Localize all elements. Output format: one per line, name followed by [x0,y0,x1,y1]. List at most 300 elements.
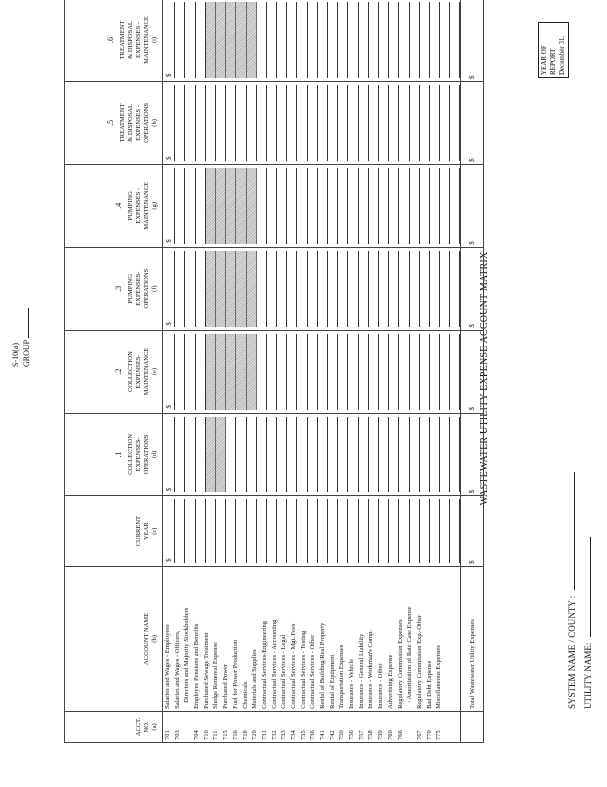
entry-line[interactable] [348,251,358,327]
account-number: 731 [260,730,268,740]
account-number: 715 [222,730,230,740]
column-letter: (a) [151,723,158,731]
account-number: 703 [173,730,181,740]
entry-line[interactable] [450,334,460,410]
entry-line[interactable] [430,499,440,562]
column-header [65,164,163,247]
dollar-sign: $ [165,487,173,492]
account-number [182,714,192,740]
entry-line[interactable] [410,417,420,493]
column-header [65,330,163,413]
entry-line[interactable] [328,251,338,327]
entry-line[interactable] [236,417,246,493]
shaded-entry-line [216,334,226,410]
entry-line[interactable] [440,168,450,244]
entry-line[interactable] [175,168,185,244]
entry-line[interactable] [308,499,318,562]
entry-line[interactable] [257,251,267,327]
entry-line[interactable] [379,334,389,410]
account-name: Contractual Services - Other [309,634,317,709]
entry-line[interactable] [338,417,348,493]
utility-name-line [583,537,593,709]
entry-line[interactable] [236,499,246,562]
shaded-entry-line [216,2,226,78]
entry-line[interactable] [267,85,277,161]
entry-line[interactable] [267,168,277,244]
entry-line[interactable] [410,251,420,327]
entry-line[interactable] [267,499,277,562]
group-field[interactable] [28,308,29,338]
entry-line[interactable] [450,85,460,161]
entry-line[interactable] [287,85,297,161]
entry-line[interactable] [389,2,399,78]
entry-line[interactable] [430,417,440,493]
entry-line[interactable] [318,334,328,410]
entry-line[interactable] [287,334,297,410]
page-id: S-10(a) [11,343,20,367]
dollar-sign: $ [468,75,477,79]
entry-line[interactable] [379,251,389,327]
dollar-sign: $ [468,158,477,162]
entry-line[interactable] [379,417,389,493]
total-label: Total Wastewater Utility Expenses [461,566,484,711]
entry-line[interactable] [369,499,379,562]
entry-line[interactable] [196,85,206,161]
entry-line[interactable] [175,417,185,493]
account-number: 759 [377,730,385,740]
entry-line[interactable] [420,85,430,161]
utility-name-field[interactable] [590,537,591,637]
entry-line[interactable] [338,168,348,244]
dollar-sign: $ [165,322,173,326]
column-header [65,81,163,164]
column-number: .4 [114,202,123,209]
entry-line[interactable] [196,2,206,78]
entry-line[interactable] [338,251,348,327]
entry-line[interactable] [450,2,460,78]
account-number: 716 [231,730,239,740]
column-header-line: EXPENSES- [135,354,142,389]
entry-line[interactable] [420,417,430,493]
entry-line[interactable] [440,417,450,493]
entry-line[interactable] [196,251,206,327]
shaded-entry-line [206,251,216,327]
dollar-sign: $ [468,489,477,494]
entry-line[interactable] [257,2,267,78]
total-entry[interactable] [461,496,484,566]
dollar-sign: $ [468,407,477,411]
entry-line[interactable] [165,2,175,78]
entry-line[interactable] [450,499,460,562]
entry-line[interactable] [216,499,226,562]
column-number: .5 [106,119,115,126]
column-header-line: PUMPING [127,191,134,221]
column-header-line: MAINTENANCE [143,181,150,230]
shaded-entry-line [226,168,236,244]
system-name-line [567,472,577,709]
account-name: Miscellaneous Expenses [435,645,443,709]
entry-line[interactable] [277,334,287,410]
entry-line[interactable] [247,417,257,493]
entry-line[interactable] [338,334,348,410]
entry-line[interactable] [359,417,369,493]
entry-line[interactable] [430,2,440,78]
entry-line[interactable] [196,334,206,410]
entry-line[interactable] [297,499,307,562]
shaded-entry-line [247,334,257,410]
column-header-line: COLLECTION [127,351,134,392]
group-label: GROUP [22,340,31,367]
entry-line[interactable] [420,251,430,327]
account-number [405,714,415,740]
entry-column [163,164,461,247]
entry-line[interactable] [308,334,318,410]
account-name: Contractual Services - Accounting [270,619,278,709]
entry-line[interactable] [359,251,369,327]
entry-line[interactable] [440,499,450,562]
entry-line[interactable] [430,334,440,410]
entry-line[interactable] [410,334,420,410]
entry-line[interactable] [165,168,175,244]
account-name: - Amortization of Rate Case Expense [406,606,414,703]
account-number: 767 [415,730,423,740]
column-letter: (g) [151,202,158,210]
entry-line[interactable] [308,417,318,493]
year-of-report-date: December 31, [558,35,566,75]
entry-line[interactable] [175,251,185,327]
entry-column [163,413,461,496]
entry-line[interactable] [206,85,216,161]
entry-line[interactable] [369,2,379,78]
entry-line[interactable] [348,417,358,493]
entry-line[interactable] [267,251,277,327]
account-number-column [163,711,461,742]
shaded-entry-line [247,2,257,78]
account-number: 758 [367,730,375,740]
entry-line[interactable] [379,2,389,78]
entry-line[interactable] [297,417,307,493]
account-number: 750 [338,730,346,740]
total-entry[interactable] [461,81,484,164]
shaded-entry-line [247,251,257,327]
entry-line[interactable] [440,2,450,78]
entry-line[interactable] [287,499,297,562]
entry-line[interactable] [165,417,175,493]
entry-line[interactable] [196,499,206,562]
shaded-entry-line [236,168,246,244]
entry-line[interactable] [297,251,307,327]
entry-line[interactable] [175,2,185,78]
entry-line[interactable] [165,499,175,562]
column-header-line: MAINTENANCE [143,16,150,64]
account-name: Salaries and Wages - Employees [164,624,171,709]
entry-line[interactable] [328,334,338,410]
dollar-sign: $ [468,560,477,564]
entry-line[interactable] [328,417,338,493]
entry-line[interactable] [338,499,348,562]
entry-line[interactable] [359,168,369,244]
account-name: Rental of Building/Real Property [319,622,326,709]
entry-line[interactable] [257,499,267,562]
entry-line[interactable] [308,85,318,161]
entry-line[interactable] [247,85,257,161]
entry-line[interactable] [430,168,440,244]
column-header-line: CURRENT [135,515,142,547]
entry-line[interactable] [165,251,175,327]
entry-line[interactable] [185,85,195,161]
entry-line[interactable] [389,251,399,327]
entry-line[interactable] [277,251,287,327]
entry-line[interactable] [165,85,175,161]
shaded-entry-line [216,251,226,327]
entry-line[interactable] [277,168,287,244]
account-number: 757 [357,730,365,740]
account-name: Chemicals [241,681,249,709]
total-entry[interactable] [461,413,484,496]
column-header-line: OPERATIONS [143,268,150,309]
entry-line[interactable] [185,334,195,410]
column-header-line: TREATMENT [119,103,126,143]
entry-line[interactable] [185,168,195,244]
entry-line[interactable] [399,499,409,562]
entry-line[interactable] [379,85,389,161]
entry-line[interactable] [379,168,389,244]
entry-column [163,247,461,330]
entry-line[interactable] [216,85,226,161]
entry-line[interactable] [369,251,379,327]
entry-line[interactable] [236,85,246,161]
dollar-sign: $ [468,241,477,245]
entry-line[interactable] [196,168,206,244]
entry-line[interactable] [440,251,450,327]
entry-line[interactable] [328,85,338,161]
entry-line[interactable] [430,85,440,161]
entry-line[interactable] [287,2,297,78]
total-entry[interactable] [461,0,484,81]
entry-line[interactable] [369,417,379,493]
entry-line[interactable] [257,334,267,410]
entry-line[interactable] [287,417,297,493]
account-name: Advertising Expense [386,654,394,709]
column-header-line: PUMPING [127,274,134,304]
entry-line[interactable] [318,417,328,493]
dollar-sign: $ [468,324,477,328]
account-number: 733 [280,730,288,740]
column-header [65,413,163,496]
account-number: 732 [270,730,278,740]
expense-matrix-table [64,0,484,743]
account-name: Contractual Services - Legal [280,634,288,709]
entry-line[interactable] [267,417,277,493]
entry-line[interactable] [399,85,409,161]
entry-line[interactable] [399,417,409,493]
column-header-line: EXPENSES - [135,187,142,224]
entry-line[interactable] [369,85,379,161]
account-number: 710 [202,730,210,740]
column-number: .6 [106,36,115,43]
entry-column [163,81,461,164]
entry-line[interactable] [420,168,430,244]
entry-line[interactable] [297,334,307,410]
entry-line[interactable] [297,85,307,161]
entry-line[interactable] [267,334,277,410]
column-header-line: EXPENSES - [135,104,142,141]
total-entry[interactable] [461,330,484,413]
entry-line[interactable] [389,499,399,562]
entry-line[interactable] [165,334,175,410]
shaded-entry-line [216,168,226,244]
total-acct-cell [461,711,484,742]
account-number: 766 [396,730,404,740]
entry-line[interactable] [257,417,267,493]
entry-line[interactable] [348,85,358,161]
column-letter: (f) [151,285,158,292]
entry-line[interactable] [257,168,267,244]
entry-line[interactable] [175,499,185,562]
entry-line[interactable] [450,417,460,493]
account-name: Contractual Services - Mgt. Fees [289,623,297,709]
entry-line[interactable] [226,417,236,493]
entry-line[interactable] [399,334,409,410]
entry-line[interactable] [450,168,460,244]
account-name: Directors and Majority Stockholders [183,607,191,703]
entry-line[interactable] [297,168,307,244]
shaded-entry-line [216,417,226,493]
entry-line[interactable] [257,85,267,161]
column-header-line: TREATMENT [119,20,126,60]
entry-line[interactable] [399,168,409,244]
entry-line[interactable] [348,499,358,562]
column-header-line: ACCOUNT NAME [143,612,150,665]
entry-line[interactable] [348,168,358,244]
column-number: .2 [114,368,123,375]
column-letter: (b) [151,635,158,643]
entry-line[interactable] [420,499,430,562]
entry-line[interactable] [338,2,348,78]
entry-line[interactable] [185,417,195,493]
entry-line[interactable] [175,85,185,161]
entry-line[interactable] [420,2,430,78]
entry-line[interactable] [308,2,318,78]
entry-line[interactable] [247,499,257,562]
account-name: Materials and Supplies [251,649,259,709]
entry-line[interactable] [410,499,420,562]
entry-line[interactable] [359,334,369,410]
shaded-entry-line [247,168,257,244]
shaded-entry-line [206,168,216,244]
entry-line[interactable] [226,499,236,562]
column-header-line: OPERATIONS [143,434,150,475]
entry-line[interactable] [267,2,277,78]
entry-line[interactable] [297,2,307,78]
entry-line[interactable] [328,168,338,244]
column-header-line: & DISPOSAL [127,104,134,142]
column-header-line: EXPENSES- [135,437,142,472]
entry-line[interactable] [318,2,328,78]
entry-line[interactable] [348,2,358,78]
entry-line[interactable] [389,85,399,161]
shaded-entry-line [206,417,216,493]
entry-line[interactable] [196,417,206,493]
entry-line[interactable] [389,334,399,410]
entry-line[interactable] [359,499,369,562]
account-number: 704 [193,730,201,740]
entry-line[interactable] [440,334,450,410]
entry-line[interactable] [379,499,389,562]
column-header-line: & DISPOSAL [127,21,134,59]
system-name-label: SYSTEM NAME / COUNTY : [567,595,577,709]
entry-line[interactable] [369,334,379,410]
entry-line[interactable] [389,168,399,244]
entry-line[interactable] [359,85,369,161]
entry-line[interactable] [175,334,185,410]
entry-line[interactable] [399,2,409,78]
account-name: Bad Debt Expense [425,660,433,709]
entry-line[interactable] [430,251,440,327]
column-letter: (h) [151,119,158,127]
entry-line[interactable] [410,168,420,244]
entry-line[interactable] [328,2,338,78]
entry-line[interactable] [185,499,195,562]
account-name: Transportation Expenses [338,644,346,709]
shaded-entry-line [226,251,236,327]
account-name: Insurance - Vehicle [348,658,356,709]
entry-line[interactable] [410,85,420,161]
entry-line[interactable] [450,251,460,327]
entry-line[interactable] [389,417,399,493]
entry-line[interactable] [348,334,358,410]
account-name: Insurance - Other [377,663,385,709]
entry-line[interactable] [369,168,379,244]
entry-line[interactable] [359,2,369,78]
entry-line[interactable] [287,251,297,327]
entry-line[interactable] [420,334,430,410]
column-header-line: EXPENSES- [135,271,142,306]
total-entry[interactable] [461,247,484,330]
entry-line[interactable] [318,499,328,562]
system-name-field[interactable] [574,472,575,590]
entry-line[interactable] [410,2,420,78]
entry-line[interactable] [277,499,287,562]
entry-line[interactable] [440,85,450,161]
entry-line[interactable] [318,85,328,161]
entry-line[interactable] [328,499,338,562]
entry-line[interactable] [318,251,328,327]
column-header [65,566,163,711]
entry-line[interactable] [185,251,195,327]
shaded-entry-line [226,2,236,78]
account-number: 770 [425,730,433,740]
entry-line[interactable] [287,168,297,244]
total-entry[interactable] [461,164,484,247]
entry-line[interactable] [185,2,195,78]
column-letter: (c) [151,527,158,535]
entry-line[interactable] [277,85,287,161]
entry-line[interactable] [277,2,287,78]
account-name: Insurance - Workman's Comp. [367,630,375,709]
entry-line[interactable] [308,251,318,327]
entry-line[interactable] [226,85,236,161]
entry-line[interactable] [206,499,216,562]
year-of-report-box [538,22,569,78]
entry-line[interactable] [338,85,348,161]
entry-line[interactable] [308,168,318,244]
dollar-sign: $ [165,156,173,160]
shaded-entry-line [236,2,246,78]
entry-line[interactable] [318,168,328,244]
entry-line[interactable] [399,251,409,327]
entry-line[interactable] [277,417,287,493]
